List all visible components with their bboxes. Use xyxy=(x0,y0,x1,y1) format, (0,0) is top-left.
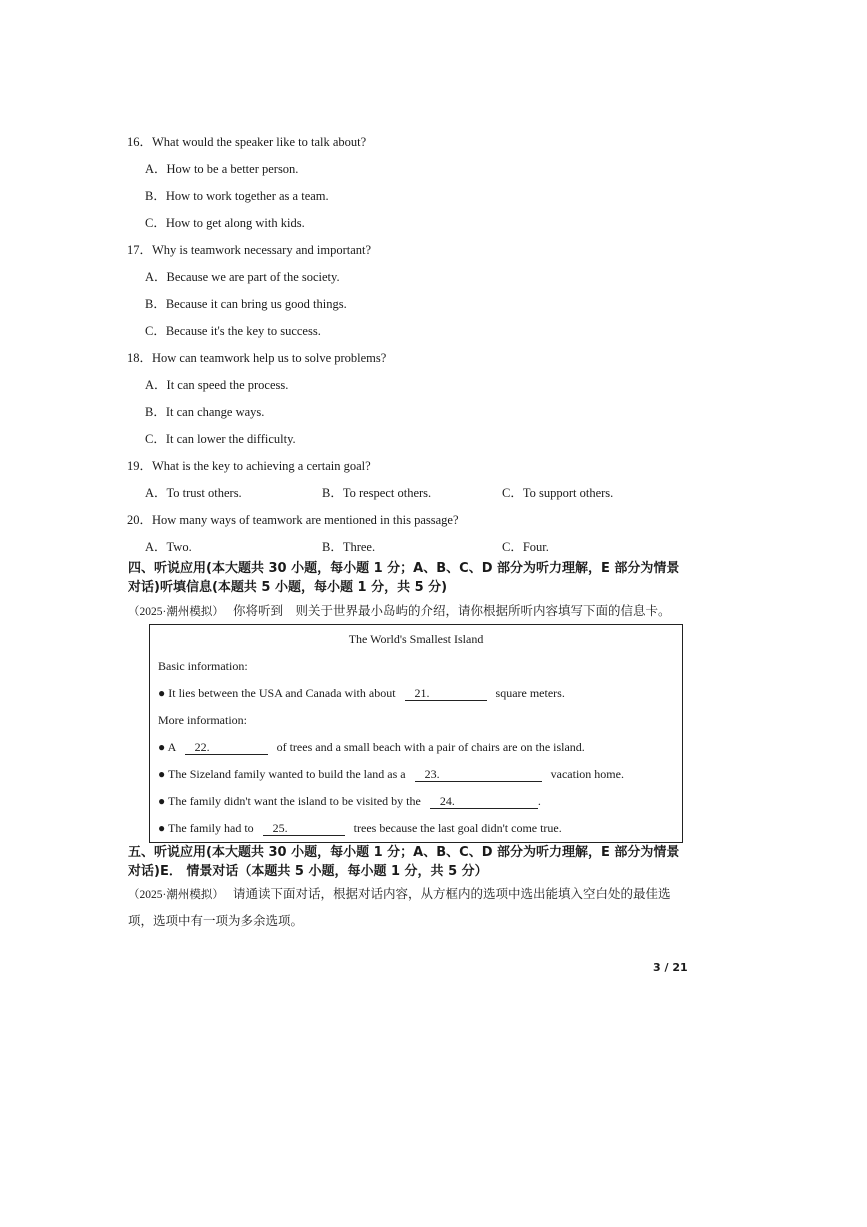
info-line-24-text: ● The family didn't want the island to be visited by the xyxy=(158,794,421,808)
info-line-21-suffix: square meters. xyxy=(495,686,565,700)
blank-22[interactable] xyxy=(185,741,268,755)
option-20b: B．Three. xyxy=(322,540,376,554)
info-line-22 xyxy=(158,739,585,755)
blank-24[interactable] xyxy=(430,795,538,809)
section5-heading-line2: 对话)E． 情景对话（本题共 5 小题，每小题 1 分，共 5 分） xyxy=(128,864,488,879)
option-16c: C．How to get along with kids. xyxy=(145,216,305,230)
blank-25-number: 25. xyxy=(272,821,288,835)
option-18b: B．It can change ways. xyxy=(145,405,265,419)
info-line-23-text: ● The Sizeland family wanted to build the land as a xyxy=(158,767,406,781)
section5-instruction-text: 请通读下面对话，根据对话内容，从方框内的选项中选出能填入空白处的最佳选 xyxy=(232,887,671,901)
info-line-25-text: ● The family had to xyxy=(158,821,254,835)
option-20a: A．Two. xyxy=(145,540,192,554)
section5-instruction-line2: 项，选项中有一项为多余选项。 xyxy=(128,914,304,928)
section4-source: （2025·潮州模拟） xyxy=(128,606,224,618)
blank-21[interactable] xyxy=(405,687,487,701)
blank-23-number: 23. xyxy=(424,767,440,781)
section4-instruction-text: 你将听到 则关于世界最小岛屿的介绍，请你根据所听内容填写下面的信息卡。 xyxy=(232,604,671,618)
section5-source: （2025·潮州模拟） xyxy=(128,889,224,901)
option-18a: A．It can speed the process. xyxy=(145,378,289,392)
question-19: 19．What is the key to achieving a certain goal? xyxy=(127,459,371,473)
blank-25[interactable] xyxy=(263,822,345,836)
info-line-22-suffix: of trees and a small beach with a pair of chairs are on the island. xyxy=(276,740,585,754)
info-line-24 xyxy=(158,793,541,809)
info-line-25 xyxy=(158,820,562,836)
section4-heading-line1: 四、听说应用(本大题共 30 小题，每小题 1 分；A、B、C、D 部分为听力理解，E 部分为情景 xyxy=(128,561,680,576)
option-17b: B．Because it can bring us good things. xyxy=(145,297,347,311)
option-19c: C．To support others. xyxy=(502,486,614,500)
basic-info-label: Basic information: xyxy=(158,659,248,673)
blank-23[interactable] xyxy=(415,768,542,782)
info-line-21 xyxy=(158,685,565,701)
more-info-label: More information: xyxy=(158,713,247,727)
page-number: 3 / 21 xyxy=(653,961,688,974)
option-19a: A．To trust others. xyxy=(145,486,242,500)
section4-instruction xyxy=(128,603,670,620)
option-17a: A．Because we are part of the society. xyxy=(145,270,340,284)
option-20c: C．Four. xyxy=(502,540,549,554)
option-17c: C．Because it's the key to success. xyxy=(145,324,321,338)
info-line-21-text: ● It lies between the USA and Canada with about xyxy=(158,686,396,700)
info-card xyxy=(149,624,683,843)
option-19b: B．To respect others. xyxy=(322,486,432,500)
info-line-25-suffix: trees because the last goal didn't come true. xyxy=(353,821,562,835)
question-20: 20．How many ways of teamwork are mentioned in this passage? xyxy=(127,513,459,527)
section5-instruction xyxy=(128,886,670,903)
option-16a: A．How to be a better person. xyxy=(145,162,299,176)
blank-24-number: 24. xyxy=(439,794,455,808)
option-16b: B．How to work together as a team. xyxy=(145,189,329,203)
info-line-22-text: ● A xyxy=(158,740,176,754)
info-card-title: The World's Smallest Island xyxy=(348,632,484,646)
question-16: 16．What would the speaker like to talk about? xyxy=(127,135,367,149)
info-line-23 xyxy=(158,766,624,782)
option-18c: C．It can lower the difficulty. xyxy=(145,432,296,446)
blank-22-number: 22. xyxy=(194,740,210,754)
section4-heading-line2: 对话)听填信息(本题共 5 小题，每小题 1 分，共 5 分) xyxy=(128,580,448,595)
section5-heading-line1: 五、听说应用(本大题共 30 小题，每小题 1 分；A、B、C、D 部分为听力理解，E 部分为情景 xyxy=(128,845,680,860)
info-line-24-suffix: . xyxy=(537,794,541,808)
info-line-23-suffix: vacation home. xyxy=(550,767,624,781)
question-18: 18．How can teamwork help us to solve problems? xyxy=(127,351,387,365)
question-17: 17．Why is teamwork necessary and important? xyxy=(127,243,372,257)
blank-21-number: 21. xyxy=(414,686,430,700)
